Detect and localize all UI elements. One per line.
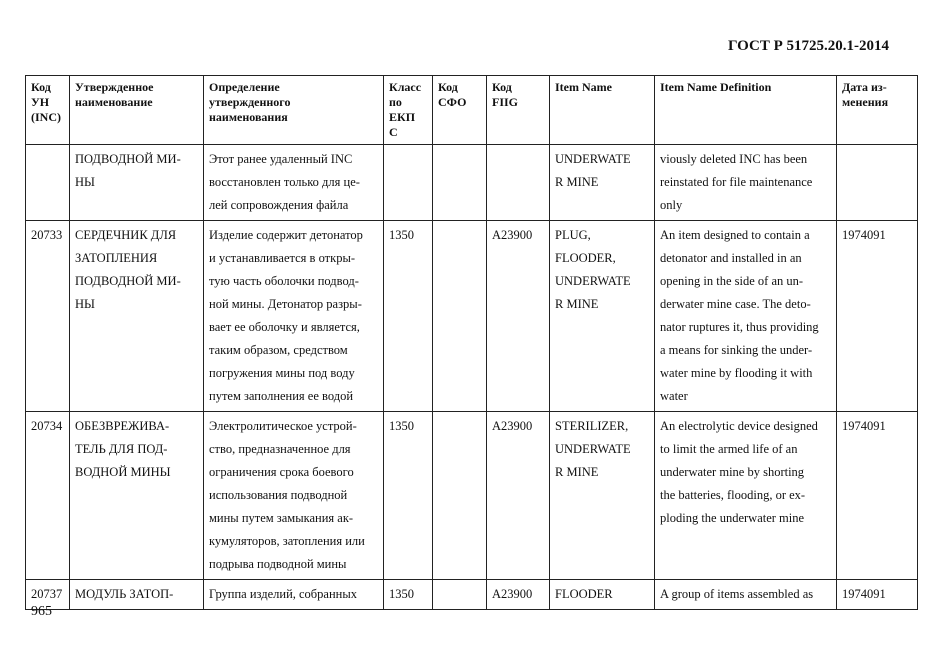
cell-item-name: UNDERWATE R MINE [550, 145, 655, 221]
cell-item-definition: viously deleted INC has been reinstated for file maintenance only [655, 145, 837, 221]
cell-date: 1974091 [837, 412, 918, 580]
col-header-inc: Код УН (INC) [26, 76, 70, 145]
cell-sfo [433, 145, 487, 221]
cell-definition: Группа изделий, собранных [204, 580, 384, 610]
cell-item-name: PLUG, FLOODER, UNDERWATE R MINE [550, 221, 655, 412]
cell-inc [26, 145, 70, 221]
page-number: 965 [31, 604, 52, 619]
cell-date: 1974091 [837, 580, 918, 610]
cell-item-definition: An electrolytic device designed to limit the armed life of an underwater mine by shorting the batteries, flooding, or ex- ploding the underwater mine [655, 412, 837, 580]
col-header-sfo: Код СФО [433, 76, 487, 145]
document-code: ГОСТ Р 51725.20.1-2014 [727, 38, 889, 54]
cell-class [384, 145, 433, 221]
col-header-class: Класс по ЕКП С [384, 76, 433, 145]
cell-fiig: A23900 [487, 412, 550, 580]
cell-class: 1350 [384, 221, 433, 412]
col-header-item-name: Item Name [550, 76, 655, 145]
cell-inc: 20737 [26, 580, 70, 610]
cell-item-definition: A group of items assembled as [655, 580, 837, 610]
cell-inc: 20733 [26, 221, 70, 412]
cell-sfo [433, 221, 487, 412]
cell-class: 1350 [384, 580, 433, 610]
cell-approved-name: ОБЕЗВРЕЖИВА- ТЕЛЬ ДЛЯ ПОД- ВОДНОЙ МИНЫ [70, 412, 204, 580]
col-header-date: Дата из- менения [837, 76, 918, 145]
cell-approved-name: ПОДВОДНОЙ МИ- НЫ [70, 145, 204, 221]
cell-definition: Электролитическое устрой- ство, предназначенное для ограничения срока боевого использования подводной мины путем замыкания ак- кумуляторов, затопления или подрыва подводной мины [204, 412, 384, 580]
cell-date: 1974091 [837, 221, 918, 412]
col-header-approved-name: Утвержденное наименование [70, 76, 204, 145]
cell-item-name: STERILIZER, UNDERWATE R MINE [550, 412, 655, 580]
cell-inc: 20734 [26, 412, 70, 580]
col-header-definition: Определение утвержденного наименования [204, 76, 384, 145]
cell-approved-name: МОДУЛЬ ЗАТОП- [70, 580, 204, 610]
catalog-table [25, 75, 918, 610]
cell-approved-name: СЕРДЕЧНИК ДЛЯ ЗАТОПЛЕНИЯ ПОДВОДНОЙ МИ- НЫ [70, 221, 204, 412]
cell-class: 1350 [384, 412, 433, 580]
cell-fiig [487, 145, 550, 221]
table-header-row [26, 76, 918, 145]
cell-fiig: A23900 [487, 580, 550, 610]
table-row [26, 145, 918, 221]
col-header-item-definition: Item Name Definition [655, 76, 837, 145]
table-row [26, 580, 918, 610]
cell-definition: Этот ранее удаленный INC восстановлен только для це- лей сопровождения файла [204, 145, 384, 221]
cell-item-name: FLOODER [550, 580, 655, 610]
col-header-fiig: Код FIIG [487, 76, 550, 145]
cell-sfo [433, 412, 487, 580]
cell-fiig: A23900 [487, 221, 550, 412]
table-row [26, 412, 918, 580]
cell-sfo [433, 580, 487, 610]
table-row [26, 221, 918, 412]
cell-date [837, 145, 918, 221]
cell-definition: Изделие содержит детонатор и устанавливается в откры- тую часть оболочки подвод- ной мины. Детонатор разры- вает ее оболочку и является, таким образом, средством погружения мины под воду путем заполнения ее водой [204, 221, 384, 412]
cell-item-definition: An item designed to contain a detonator and installed in an opening in the side of an un- derwater mine case. The deto- nator ruptures it, thus providing a means for sinking the under- water mine by flooding it with water [655, 221, 837, 412]
